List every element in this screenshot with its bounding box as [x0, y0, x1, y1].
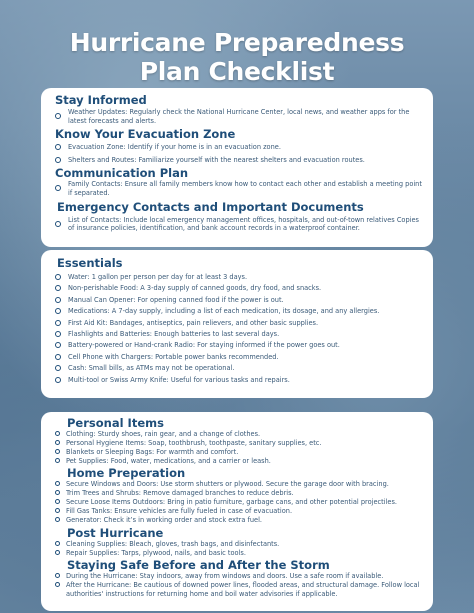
checkbox-circle-icon[interactable]	[55, 144, 61, 150]
item-text: Flashlights and Batteries: Enough batteries to last several days.	[68, 329, 280, 338]
checkbox-circle-icon[interactable]	[55, 490, 60, 495]
checklist-item[interactable]	[55, 516, 423, 525]
checkbox-circle-icon[interactable]	[55, 274, 61, 280]
item-text: Generator: Check it’s in working order and stock extra fuel.	[66, 516, 262, 525]
item-text: During the Hurricane: Stay indoors, away from windows and doors. Use a safe room if available.	[66, 572, 384, 581]
checkbox-circle-icon[interactable]	[55, 221, 61, 227]
home-preparation-heading: Home Preperation	[67, 465, 186, 480]
item-text: Non-perishable Food: A 3-day supply of canned goods, dry food, and snacks.	[68, 284, 322, 293]
item-text: Repair Supplies: Tarps, plywood, nails, and basic tools.	[66, 549, 246, 558]
item-text: Battery-powered or Hand-crank Radio: For staying informed if the power goes out.	[68, 341, 340, 350]
checklist-item[interactable]	[55, 376, 423, 385]
checklist-item[interactable]	[55, 439, 423, 448]
planning-card	[41, 88, 433, 247]
checklist-item[interactable]	[55, 156, 423, 165]
checkbox-circle-icon[interactable]	[55, 308, 61, 314]
item-text: Family Contacts: Ensure all family members know how to contact each other and establish a meeting point if separated.	[68, 180, 422, 197]
item-text: Evacuation Zone: Identify if your home is in an evacuation zone.	[68, 143, 281, 152]
checklist-item[interactable]	[55, 353, 423, 362]
evacuation-zone-heading: Know Your Evacuation Zone	[55, 127, 236, 142]
checklist-item[interactable]	[55, 273, 423, 282]
essentials-list	[55, 273, 423, 384]
checkbox-circle-icon[interactable]	[55, 440, 60, 445]
checklist-item[interactable]	[55, 448, 423, 457]
checkbox-circle-icon[interactable]	[55, 458, 60, 463]
checkbox-circle-icon[interactable]	[55, 481, 60, 486]
communication-plan-heading: Communication Plan	[55, 166, 189, 181]
checkbox-circle-icon[interactable]	[55, 499, 60, 504]
item-text: Secure Windows and Doors: Use storm shutters or plywood. Secure the garage door with bracing.	[66, 480, 389, 489]
item-text: Manual Can Opener: For opening canned food if the power is out.	[68, 295, 284, 304]
checklist-item[interactable]	[55, 572, 423, 581]
item-text: Trim Trees and Shrubs: Remove damaged branches to reduce debris.	[66, 489, 294, 498]
staying-safe-heading: Staying Safe Before and After the Storm	[67, 557, 330, 572]
item-text: Cell Phone with Chargers: Portable power banks recommended.	[68, 352, 279, 361]
checkbox-circle-icon[interactable]	[55, 354, 61, 360]
item-text: First Aid Kit: Bandages, antiseptics, pain relievers, and other basic supplies.	[68, 318, 319, 327]
item-text: Shelters and Routes: Familiarize yourself with the nearest shelters and evacuation routes.	[68, 155, 365, 164]
checkbox-circle-icon[interactable]	[55, 582, 60, 587]
checkbox-circle-icon[interactable]	[55, 377, 61, 383]
checkbox-circle-icon[interactable]	[55, 517, 60, 522]
checkbox-circle-icon[interactable]	[55, 285, 61, 291]
emergency-contacts-heading: Emergency Contacts and Important Documents	[57, 199, 364, 214]
checkbox-circle-icon[interactable]	[55, 449, 60, 454]
checklist-item[interactable]	[55, 498, 423, 507]
checklist-item[interactable]	[55, 540, 423, 549]
checklist-item[interactable]	[55, 108, 423, 125]
staying-safe-list	[55, 572, 423, 598]
checklist-item[interactable]	[55, 307, 423, 316]
checklist-item[interactable]	[55, 180, 423, 197]
checkbox-circle-icon[interactable]	[55, 331, 61, 337]
checkbox-circle-icon[interactable]	[55, 185, 61, 191]
item-text: Cleaning Supplies: Bleach, gloves, trash bags, and disinfectants.	[66, 540, 280, 549]
checkbox-circle-icon[interactable]	[55, 550, 60, 555]
checkbox-circle-icon[interactable]	[55, 113, 61, 119]
checkbox-circle-icon[interactable]	[55, 508, 60, 513]
checkbox-circle-icon[interactable]	[55, 431, 60, 436]
title-line-1: Hurricane Preparedness	[69, 28, 405, 57]
checklist-item[interactable]	[55, 480, 423, 489]
item-text: Medications: A 7-day supply, including a list of each medication, its dosage, and any allergies.	[68, 307, 380, 316]
item-text: After the Hurricane: Be cautious of downed power lines, flooded areas, and structural damage. Follow local authorities' instructions for returning home and boil water advisories if applicable.	[66, 581, 420, 598]
essentials-heading: Essentials	[57, 256, 123, 270]
checklist-item[interactable]	[55, 489, 423, 498]
item-text: Weather Updates: Regularly check the National Hurricane Center, local news, and weather apps for the latest forecasts and alerts.	[68, 108, 410, 125]
checklist-item[interactable]	[55, 319, 423, 328]
checklist-item[interactable]	[55, 430, 423, 439]
checklist-item[interactable]	[55, 341, 423, 350]
item-text: Pet Supplies: Food, water, medications, and a carrier or leash.	[66, 457, 271, 466]
checkbox-circle-icon[interactable]	[55, 573, 60, 578]
title-line-2: Plan Checklist	[139, 57, 335, 86]
checklist-item[interactable]	[55, 581, 423, 598]
preparation-card	[41, 412, 433, 611]
checklist-item[interactable]	[55, 549, 423, 558]
item-text: Blankets or Sleeping Bags: For warmth and comfort.	[66, 448, 239, 457]
page-title	[0, 28, 474, 86]
home-preparation-list	[55, 480, 423, 525]
item-text: Fill Gas Tanks: Ensure vehicles are fully fueled in case of evacuation.	[66, 507, 293, 516]
checklist-item[interactable]	[55, 330, 423, 339]
item-text: Cash: Small bills, as ATMs may not be operational.	[68, 364, 235, 373]
checkbox-circle-icon[interactable]	[55, 541, 60, 546]
checkbox-circle-icon[interactable]	[55, 365, 61, 371]
checkbox-circle-icon[interactable]	[55, 157, 61, 163]
checklist-item[interactable]	[55, 284, 423, 293]
checklist-item[interactable]	[55, 143, 423, 152]
checklist-item[interactable]	[55, 216, 423, 233]
item-text: Clothing: Sturdy shoes, rain gear, and a change of clothes.	[66, 430, 261, 439]
checklist-item[interactable]	[55, 364, 423, 373]
checkbox-circle-icon[interactable]	[55, 342, 61, 348]
checkbox-circle-icon[interactable]	[55, 320, 61, 326]
item-text: Personal Hygiene Items: Soap, toothbrush, toothpaste, sanitary supplies, etc.	[66, 439, 322, 448]
item-text: List of Contacts: Include local emergency management offices, hospitals, and out-of-town relatives Copies of insurance policies, identification, and bank account records in a waterproof container.	[68, 215, 419, 233]
item-text: Multi-tool or Swiss Army Knife: Useful for various tasks and repairs.	[68, 375, 290, 384]
item-text: Water: 1 gallon per person per day for at least 3 days.	[68, 273, 248, 281]
checklist-item[interactable]	[55, 457, 423, 466]
checklist-item[interactable]	[55, 296, 423, 305]
checklist-item[interactable]	[55, 507, 423, 516]
checkbox-circle-icon[interactable]	[55, 297, 61, 303]
essentials-card	[41, 250, 433, 398]
post-hurricane-heading: Post Hurricane	[67, 525, 164, 540]
personal-items-heading: Personal Items	[67, 416, 164, 430]
personal-items-list	[55, 430, 423, 466]
item-text: Secure Loose Items Outdoors: Bring in patio furniture, garbage cans, and other potential projectiles.	[66, 498, 397, 507]
post-hurricane-list	[55, 540, 423, 558]
stay-informed-heading: Stay Informed	[55, 93, 147, 107]
